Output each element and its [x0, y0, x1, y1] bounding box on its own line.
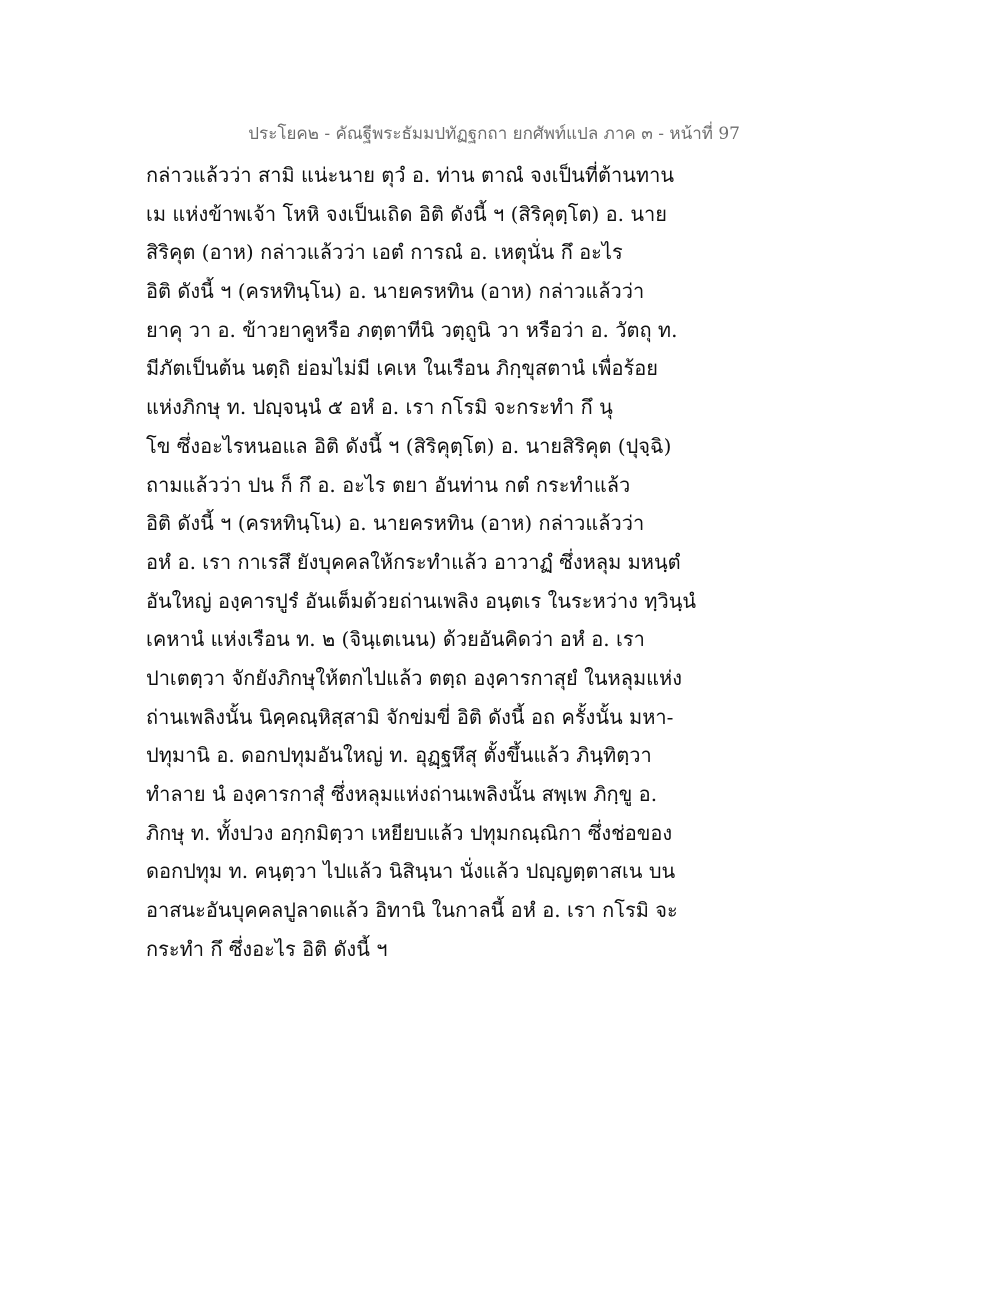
text-line: เม แห่งข้าพเจ้า โหหิ จงเป็นเถิด อิติ ดังนี้ ฯ (สิริคุตฺโต) อ. นาย: [146, 201, 667, 226]
text-line: เคหานํ แห่งเรือน ท. ๒ (จินฺเตเนน) ด้วยอันคิดว่า อหํ อ. เรา: [146, 627, 645, 652]
text-line: แห่งภิกษุ ท. ปญฺจนฺนํ ๕ อหํ อ. เรา กโรมิ จะกระทำ กึ นุ: [146, 395, 613, 420]
text-line: ปทุมานิ อ. ดอกปทุมอันใหญ่ ท. อุฏฺฐหึสุ ตั้งขึ้นแล้ว ภินฺทิตฺวา: [146, 743, 652, 768]
text-line: ถ่านเพลิงนั้น นิคฺคณฺหิสฺสามิ จักข่มขี่ อิติ ดังนี้ อถ ครั้งนั้น มหา-: [146, 704, 674, 729]
text-line: ทำลาย นํ องฺคารกาสุํ ซึ่งหลุมแห่งถ่านเพลิงนั้น สพฺเพ ภิกฺขู อ.: [146, 782, 658, 806]
text-line: อิติ ดังนี้ ฯ (ครหทินฺโน) อ. นายครหทิน (อาห) กล่าวแล้วว่า: [146, 279, 645, 304]
text-line: กล่าวแล้วว่า สามิ แน่ะนาย ตุวํ อ. ท่าน ตาณํ จงเป็นที่ต้านทาน: [146, 163, 675, 187]
text-line: อิติ ดังนี้ ฯ (ครหทินฺโน) อ. นายครหทิน (อาห) กล่าวแล้วว่า: [146, 511, 645, 536]
text-line: กระทำ กึ ซึ่งอะไร อิติ ดังนี้ ฯ: [146, 936, 388, 961]
body-text: [146, 156, 866, 968]
text-line: มีภัตเป็นต้น นตฺถิ ย่อมไม่มี เคเห ในเรือน ภิกฺขุสตานํ เพื่อร้อย: [146, 356, 658, 381]
text-line: โข ซึ่งอะไรหนอแล อิติ ดังนี้ ฯ (สิริคุตฺโต) อ. นายสิริคุต (ปุจฺฉิ): [146, 433, 672, 458]
text-line: อันใหญ่ องฺคารปูรํ อันเต็มด้วยถ่านเพลิง อนฺตเร ในระหว่าง ทฺวินฺนํ: [146, 588, 697, 613]
text-line: ยาคุ วา อ. ข้าวยาคูหรือ ภตฺตาทีนิ วตฺถูนิ วา หรือว่า อ. วัตถุ ท.: [146, 317, 678, 342]
text-line: ปาเตตฺวา จักยังภิกษุให้ตกไปแล้ว ตตฺถ องฺคารกาสุยํ ในหลุมแห่ง: [146, 665, 682, 690]
text-line: อหํ อ. เรา กาเรสึ ยังบุคคลให้กระทำแล้ว อาวาฏํ ซึ่งหลุม มหนฺตํ: [146, 549, 681, 574]
text-line: ดอกปทุม ท. คนฺตฺวา ไปแล้ว นิสินฺนา นั่งแล้ว ปญฺญตฺตาสเน บน: [146, 859, 676, 884]
text-line: ภิกษุ ท. ทั้งปวง อกฺกมิตฺวา เหยียบแล้ว ปทุมกณฺณิกา ซึ่งช่อของ: [146, 820, 673, 845]
running-header: ประโยค๒ - คัณฐีพระธัมมปทัฏฐกถา ยกศัพท์แปล ภาค ๓ - หน้าที่ 97: [248, 124, 740, 144]
text-line: ถามแล้วว่า ปน ก็ กึ อ. อะไร ตยา อันท่าน กตํ กระทำแล้ว: [146, 472, 631, 497]
text-line: อาสนะอันบุคคลปูลาดแล้ว อิทานิ ในกาลนี้ อหํ อ. เรา กโรมิ จะ: [146, 898, 678, 923]
text-line: สิริคุต (อาห) กล่าวแล้วว่า เอตํ การณํ อ. เหตุนั่น กึ อะไร: [146, 240, 623, 265]
